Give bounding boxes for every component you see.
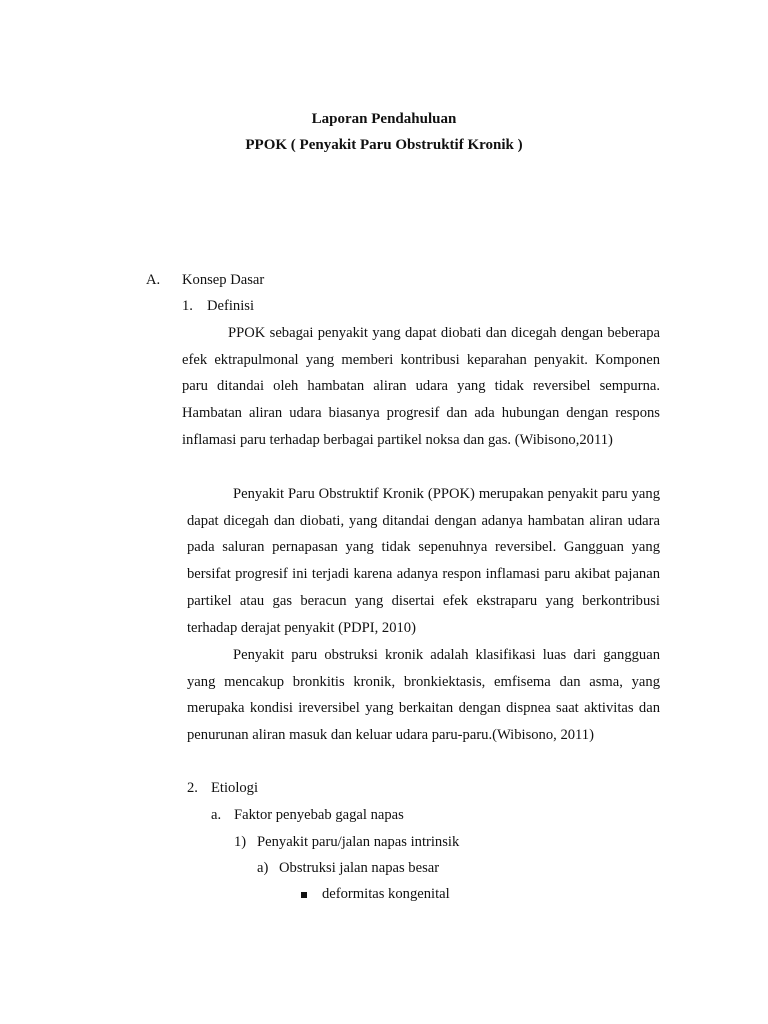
subsection-2-heading: Etiologi xyxy=(211,780,259,796)
document-title: Laporan Pendahuluan xyxy=(311,111,457,127)
item-1-text: Penyakit paru/jalan napas intrinsik xyxy=(257,834,460,850)
section-a-marker: A. xyxy=(146,272,161,288)
paragraph-text: Penyakit Paru Obstruktif Kronik (PPOK) merupakan penyakit paru yang dapat dicegah dan diobati, yang ditandai dengan adanya hambatan aliran udara pada saluran pernapasan yang tidak sepenuhnya reversibel. Gangguan yang bersifat progresif ini terjadi karena adanya respon inflamasi paru akibat pajanan partikel atau gas beracun yang disertai efek ekstraparu yang berkontribusi terhadap derajat penyakit (PDPI, 2010) xyxy=(187,486,660,636)
subsection-1-marker: 1. xyxy=(182,298,193,314)
definition-paragraph-2 xyxy=(187,481,660,641)
bullet-1-text: deformitas kongenital xyxy=(322,886,450,902)
item-a2-text: Obstruksi jalan napas besar xyxy=(279,860,440,876)
definition-paragraph-1 xyxy=(182,320,660,454)
item-a-marker: a. xyxy=(211,807,222,823)
section-a-heading: Konsep Dasar xyxy=(182,272,265,288)
bullet-square-icon xyxy=(301,892,307,898)
item-1-marker: 1) xyxy=(234,834,247,850)
definition-paragraph-3 xyxy=(187,642,660,749)
subsection-1-heading: Definisi xyxy=(207,298,255,314)
item-a2-marker: a) xyxy=(257,860,269,876)
paragraph-text: PPOK sebagai penyakit yang dapat diobati dan dicegah dengan beberapa efek ektrapulmonal yang memberi kontribusi keparahan penyakit. Komponen paru ditandai oleh hambatan aliran udara yang tidak reversibel sempurna. Hambatan aliran udara biasanya progresif dan ada hubungan dengan respons inflamasi paru terhadap berbagai partikel noksa dan gas. (Wibisono,2011) xyxy=(182,325,660,448)
subsection-2-marker: 2. xyxy=(187,780,198,796)
item-a-text: Faktor penyebab gagal napas xyxy=(234,807,404,823)
document-subtitle: PPOK ( Penyakit Paru Obstruktif Kronik ) xyxy=(245,137,523,153)
paragraph-text: Penyakit paru obstruksi kronik adalah klasifikasi luas dari gangguan yang mencakup bronkitis kronik, bronkiektasis, emfisema dan asma, yang merupaka kondisi ireversibel yang berkaitan dengan dispnea saat aktivitas dan penurunan aliran masuk dan keluar udara paru-paru.(Wibisono, 2011) xyxy=(187,647,660,744)
